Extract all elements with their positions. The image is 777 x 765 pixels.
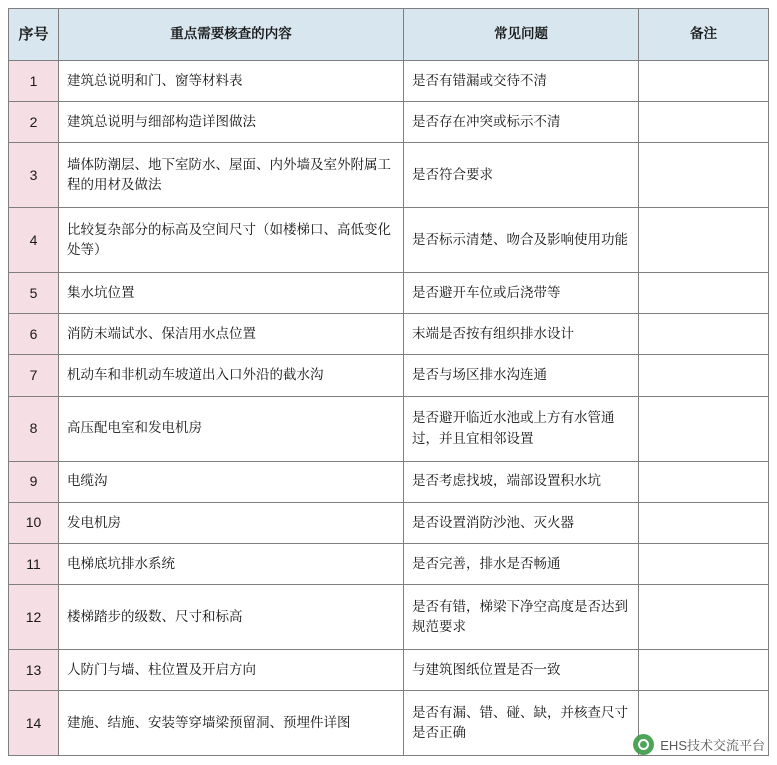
row-issue: 是否与场区排水沟连通	[404, 355, 639, 396]
row-issue: 是否标示清楚、吻合及影响使用功能	[404, 208, 639, 273]
row-index: 7	[9, 355, 59, 396]
row-index: 5	[9, 273, 59, 314]
row-index: 8	[9, 396, 59, 461]
row-content: 电梯底坑排水系统	[59, 543, 404, 584]
header-row	[9, 9, 769, 61]
row-content: 比较复杂部分的标高及空间尺寸（如楼梯口、高低变化处等）	[59, 208, 404, 273]
table-row	[9, 208, 769, 273]
row-index: 12	[9, 585, 59, 650]
row-content: 墙体防潮层、地下室防水、屋面、内外墙及室外附属工程的用材及做法	[59, 143, 404, 208]
checklist-table	[8, 8, 769, 756]
row-remark	[639, 396, 769, 461]
row-issue: 是否考虑找坡，端部设置积水坑	[404, 461, 639, 502]
table-row	[9, 585, 769, 650]
row-content: 高压配电室和发电机房	[59, 396, 404, 461]
header-content: 重点需要核查的内容	[59, 9, 404, 61]
table-row	[9, 143, 769, 208]
table-row	[9, 314, 769, 355]
row-content: 建筑总说明和门、窗等材料表	[59, 61, 404, 102]
row-issue: 是否有错漏或交待不清	[404, 61, 639, 102]
row-remark	[639, 61, 769, 102]
row-index: 6	[9, 314, 59, 355]
table-row	[9, 61, 769, 102]
header-index: 序号	[9, 9, 59, 61]
row-issue: 末端是否按有组织排水设计	[404, 314, 639, 355]
checklist-sheet	[8, 8, 768, 756]
row-issue: 是否符合要求	[404, 143, 639, 208]
row-content: 发电机房	[59, 502, 404, 543]
row-content: 建施、结施、安装等穿墙梁预留洞、预埋件详图	[59, 691, 404, 756]
row-content: 楼梯踏步的级数、尺寸和标高	[59, 585, 404, 650]
table-row	[9, 273, 769, 314]
table-row	[9, 502, 769, 543]
row-issue: 是否完善，排水是否畅通	[404, 543, 639, 584]
row-content: 机动车和非机动车坡道出入口外沿的截水沟	[59, 355, 404, 396]
row-remark	[639, 691, 769, 756]
table-body	[9, 61, 769, 756]
row-index: 11	[9, 543, 59, 584]
row-remark	[639, 502, 769, 543]
row-remark	[639, 461, 769, 502]
table-row	[9, 649, 769, 690]
table-row	[9, 543, 769, 584]
header-remark: 备注	[639, 9, 769, 61]
row-content: 人防门与墙、柱位置及开启方向	[59, 649, 404, 690]
row-remark	[639, 208, 769, 273]
header-issue: 常见问题	[404, 9, 639, 61]
row-remark	[639, 355, 769, 396]
row-index: 1	[9, 61, 59, 102]
table-row	[9, 355, 769, 396]
row-remark	[639, 102, 769, 143]
row-remark	[639, 273, 769, 314]
row-content: 建筑总说明与细部构造详图做法	[59, 102, 404, 143]
row-content: 集水坑位置	[59, 273, 404, 314]
row-remark	[639, 649, 769, 690]
row-issue: 是否存在冲突或标示不清	[404, 102, 639, 143]
watermark-label: EHS技术交流平台	[660, 738, 765, 753]
row-remark	[639, 585, 769, 650]
row-content: 消防末端试水、保洁用水点位置	[59, 314, 404, 355]
row-issue: 是否有错，梯梁下净空高度是否达到规范要求	[404, 585, 639, 650]
row-remark	[639, 543, 769, 584]
row-issue: 与建筑图纸位置是否一致	[404, 649, 639, 690]
row-index: 10	[9, 502, 59, 543]
table-row	[9, 691, 769, 756]
row-issue: 是否有漏、错、碰、缺，并核查尺寸是否正确	[404, 691, 639, 756]
row-remark	[639, 143, 769, 208]
row-index: 4	[9, 208, 59, 273]
table-row	[9, 461, 769, 502]
row-issue: 是否设置消防沙池、灭火器	[404, 502, 639, 543]
row-index: 3	[9, 143, 59, 208]
table-header	[9, 9, 769, 61]
row-content: 电缆沟	[59, 461, 404, 502]
table-row	[9, 102, 769, 143]
row-issue: 是否避开车位或后浇带等	[404, 273, 639, 314]
row-index: 2	[9, 102, 59, 143]
row-index: 14	[9, 691, 59, 756]
row-remark	[639, 314, 769, 355]
row-index: 9	[9, 461, 59, 502]
table-row	[9, 396, 769, 461]
row-issue: 是否避开临近水池或上方有水管通过，并且宜相邻设置	[404, 396, 639, 461]
row-index: 13	[9, 649, 59, 690]
